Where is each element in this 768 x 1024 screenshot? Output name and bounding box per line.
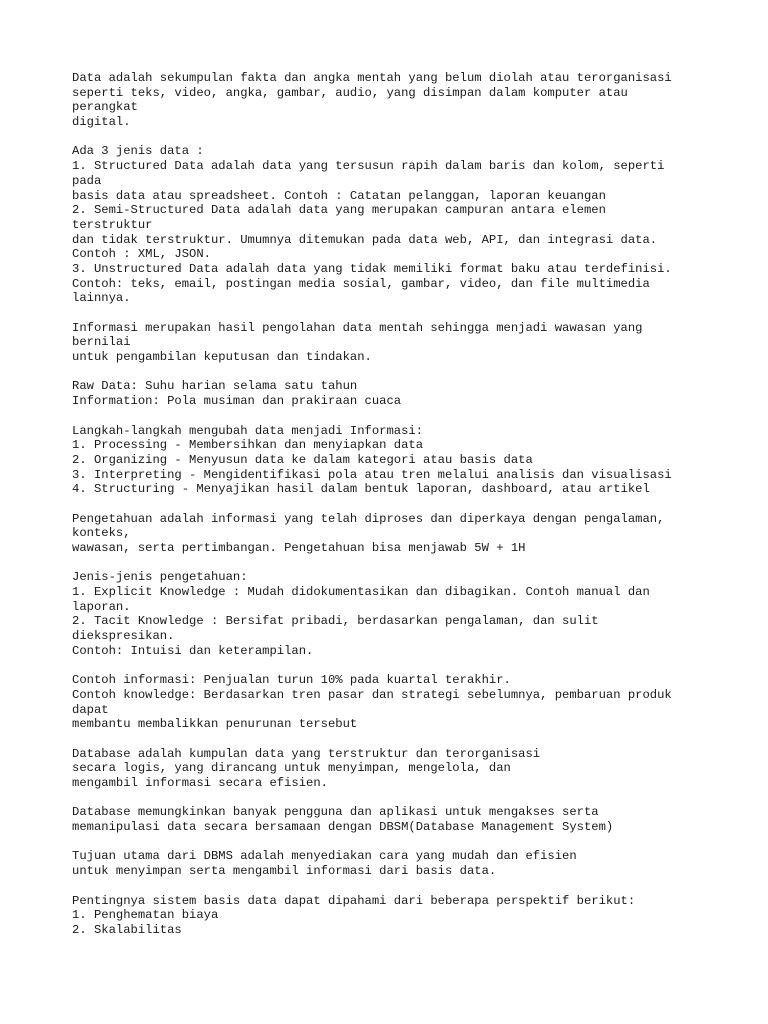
text-line: perangkat [72, 100, 138, 115]
text-line: seperti teks, video, angka, gambar, audio, yang disimpan dalam komputer atau [72, 85, 628, 100]
text-line: 2. Skalabilitas [72, 922, 182, 937]
text-line: Langkah-langkah mengubah data menjadi Informasi: [72, 423, 424, 438]
text-line: basis data atau spreadsheet. Contoh : Catatan pelanggan, laporan keuangan [72, 188, 606, 203]
text-line: digital. [72, 115, 131, 130]
paragraph [72, 849, 732, 878]
text-line: laporan. [72, 599, 131, 614]
text-line: memanipulasi data secara bersamaan dengan DBSM(Database Management System) [72, 820, 614, 835]
text-line: Jenis-jenis pengetahuan: [72, 570, 248, 585]
text-line: bernilai [72, 335, 131, 350]
text-line: 1. Structured Data adalah data yang tersusun rapih dalam baris dan kolom, seperti [72, 159, 665, 174]
text-line: 2. Organizing - Menyusun data ke dalam kategori atau basis data [72, 452, 533, 467]
text-line: 2. Tacit Knowledge : Bersifat pribadi, berdasarkan pengalaman, dan sulit [72, 614, 599, 629]
text-line: 3. Interpreting - Mengidentifikasi pola atau tren melalui analisis dan visualisasi [72, 467, 672, 482]
text-line: dan tidak terstruktur. Umumnya ditemukan pada data web, API, dan integrasi data. [72, 232, 658, 247]
text-line: membantu membalikkan penurunan tersebut [72, 717, 358, 732]
text-line: Contoh informasi: Penjualan turun 10% pada kuartal terakhir. [72, 673, 511, 688]
text-line: 1. Explicit Knowledge : Mudah didokumentasikan dan dibagikan. Contoh manual dan [72, 585, 650, 600]
paragraph [72, 673, 732, 732]
text-line: Raw Data: Suhu harian selama satu tahun [72, 379, 358, 394]
text-line: terstruktur [72, 217, 153, 232]
document-body [72, 71, 732, 952]
text-line: Contoh: teks, email, postingan media sosial, gambar, video, dan file multimedia [72, 276, 650, 291]
text-line: dapat [72, 702, 109, 717]
text-line: Contoh : XML, JSON. [72, 247, 211, 262]
paragraph [72, 747, 732, 791]
text-line: Pentingnya sistem basis data dapat dipahami dari beberapa perspektif berikut: [72, 893, 636, 908]
text-line: 1. Processing - Membersihkan dan menyiapkan data [72, 438, 424, 453]
text-line: 2. Semi-Structured Data adalah data yang merupakan campuran antara elemen [72, 203, 606, 218]
paragraph [72, 321, 732, 365]
paragraph [72, 805, 732, 834]
text-line: Database memungkinkan banyak pengguna dan aplikasi untuk mengakses serta [72, 805, 599, 820]
paragraph [72, 379, 732, 408]
paragraph [72, 512, 732, 556]
text-line: Informasi merupakan hasil pengolahan data mentah sehingga menjadi wawasan yang [72, 320, 643, 335]
text-line: Information: Pola musiman dan prakiraan cuaca [72, 394, 402, 409]
paragraph [72, 570, 732, 658]
text-line: secara logis, yang dirancang untuk menyimpan, mengelola, dan [72, 761, 511, 776]
text-line: diekspresikan. [72, 629, 175, 644]
paragraph [72, 71, 732, 130]
paragraph [72, 144, 732, 306]
text-line: 1. Penghematan biaya [72, 908, 219, 923]
text-line: Data adalah sekumpulan fakta dan angka mentah yang belum diolah atau terorganisasi [72, 71, 672, 85]
text-line: Tujuan utama dari DBMS adalah menyediakan cara yang mudah dan efisien [72, 849, 577, 864]
text-line: pada [72, 173, 102, 188]
text-line: Ada 3 jenis data : [72, 144, 204, 159]
text-line: Database adalah kumpulan data yang terstruktur dan terorganisasi [72, 746, 541, 761]
paragraph [72, 894, 732, 938]
text-line: 4. Structuring - Menyajikan hasil dalam bentuk laporan, dashboard, atau artikel [72, 482, 650, 497]
paragraph [72, 424, 732, 497]
text-line: untuk pengambilan keputusan dan tindakan. [72, 350, 372, 365]
text-line: Pengetahuan adalah informasi yang telah diproses dan diperkaya dengan pengalaman, [72, 511, 665, 526]
text-line: Contoh: Intuisi dan keterampilan. [72, 643, 314, 658]
text-line: wawasan, serta pertimbangan. Pengetahuan bisa menjawab 5W + 1H [72, 541, 526, 555]
text-line: Contoh knowledge: Berdasarkan tren pasar dan strategi sebelumnya, pembaruan produk [72, 687, 672, 702]
text-line: mengambil informasi secara efisien. [72, 776, 328, 790]
text-line: 3. Unstructured Data adalah data yang tidak memiliki format baku atau terdefinisi. [72, 261, 672, 276]
text-line: konteks, [72, 526, 131, 541]
text-line: untuk menyimpan serta mengambil informasi dari basis data. [72, 864, 497, 879]
text-line: lainnya. [72, 291, 131, 306]
